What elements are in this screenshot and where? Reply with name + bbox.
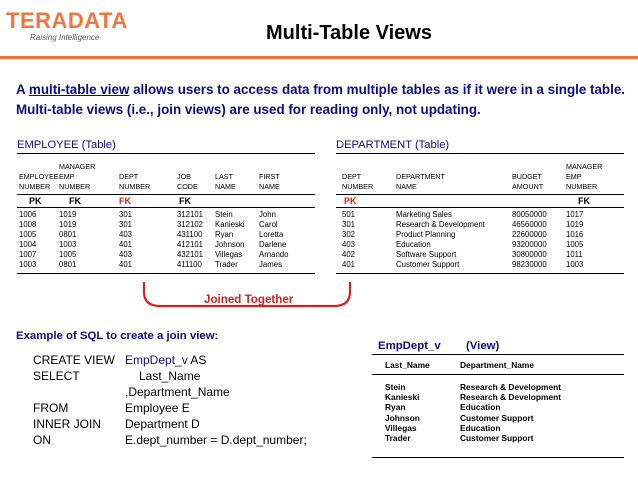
view-cell: Villegas bbox=[385, 422, 417, 433]
department-cell: 22600000 bbox=[512, 230, 547, 239]
employee-cell: 403 bbox=[119, 230, 133, 239]
department-cell: 80050000 bbox=[512, 210, 547, 219]
sql-text: Department D bbox=[125, 417, 200, 431]
sql-heading: Example of SQL to create a join view: bbox=[16, 330, 219, 342]
department-header: AMOUNT bbox=[512, 182, 544, 191]
employee-cell: John bbox=[259, 210, 276, 219]
view-name-ref: EmpDept_v bbox=[125, 353, 188, 367]
employee-cell: 1008 bbox=[19, 220, 37, 229]
employee-cell: 1007 bbox=[19, 250, 37, 259]
view-cell: Education bbox=[460, 402, 501, 413]
employee-header: JOB bbox=[177, 172, 191, 181]
department-cell: 30800000 bbox=[512, 250, 547, 259]
sql-value bbox=[125, 384, 230, 400]
employee-cell: 1019 bbox=[59, 210, 77, 219]
department-header: EMP bbox=[566, 172, 582, 181]
department-header: DEPARTMENT bbox=[396, 172, 445, 181]
department-header: NAME bbox=[396, 182, 417, 191]
sql-value bbox=[125, 432, 307, 448]
view-name: EmpDept_v bbox=[378, 340, 441, 352]
employee-table bbox=[17, 153, 315, 274]
employee-cell: 1005 bbox=[59, 250, 77, 259]
sql-text: Last_Name bbox=[139, 369, 201, 383]
employee-header: NAME bbox=[215, 182, 236, 191]
employee-cell: 401 bbox=[119, 260, 133, 269]
sql-text: ,Department_Name bbox=[125, 385, 230, 399]
department-cell: 401 bbox=[342, 260, 356, 269]
view-cell: Johnson bbox=[385, 412, 420, 423]
department-cell: 93200000 bbox=[512, 240, 547, 249]
view-header: Last_Name bbox=[385, 360, 430, 370]
view-result-table bbox=[372, 354, 624, 458]
employee-key-fk: FK bbox=[119, 196, 131, 206]
view-cell: Research & Development bbox=[460, 382, 562, 392]
employee-cell: Stein bbox=[215, 210, 233, 219]
view-cell: Trader bbox=[385, 433, 411, 443]
department-table-label: DEPARTMENT (Table) bbox=[336, 139, 450, 151]
multi-table-view-link[interactable]: multi-table view bbox=[28, 82, 130, 97]
sql-value bbox=[125, 368, 200, 384]
employee-key-fk: FK bbox=[179, 196, 191, 206]
employee-key-fk: FK bbox=[69, 196, 81, 206]
title-divider bbox=[0, 56, 638, 59]
employee-cell: Carol bbox=[259, 220, 278, 229]
employee-cell: Loretta bbox=[259, 230, 284, 239]
employee-cell: Arnando bbox=[259, 250, 289, 259]
view-cell: Education bbox=[460, 422, 501, 433]
employee-table-label: EMPLOYEE (Table) bbox=[17, 139, 116, 151]
employee-header: LAST bbox=[215, 172, 233, 181]
department-key-fk: FK bbox=[578, 196, 590, 206]
department-header: NUMBER bbox=[342, 182, 374, 191]
department-cell: Customer Support bbox=[396, 260, 460, 269]
logo-tagline: Raising Intelligence bbox=[30, 33, 100, 42]
employee-header: FIRST bbox=[259, 172, 280, 181]
department-cell: 402 bbox=[342, 250, 356, 259]
department-cell: 501 bbox=[342, 210, 356, 219]
department-cell: 1005 bbox=[566, 240, 584, 249]
employee-header: NUMBER bbox=[119, 182, 151, 191]
sql-value bbox=[125, 400, 190, 416]
department-cell: Marketing Sales bbox=[396, 210, 452, 219]
employee-cell: 431100 bbox=[177, 230, 203, 239]
view-cell: Customer Support bbox=[460, 433, 534, 443]
employee-header: EMPLOYEE bbox=[19, 172, 59, 181]
employee-cell: Trader bbox=[215, 260, 238, 269]
employee-header: NAME bbox=[259, 182, 280, 191]
employee-header: NUMBER bbox=[19, 182, 51, 191]
department-cell: 1003 bbox=[566, 260, 584, 269]
employee-header: CODE bbox=[177, 182, 198, 191]
sql-text: Employee E bbox=[125, 401, 190, 415]
view-cell: Research & Development bbox=[460, 392, 562, 403]
employee-key-pk: PK bbox=[29, 196, 42, 206]
employee-cell: 301 bbox=[119, 210, 133, 219]
employee-cell: James bbox=[259, 260, 282, 269]
sql-keyword: FROM bbox=[33, 401, 69, 415]
employee-cell: Villegas bbox=[215, 250, 243, 259]
teradata-logo: TERADATA bbox=[6, 8, 128, 33]
employee-cell: 411100 bbox=[177, 260, 202, 269]
view-cell: Stein bbox=[385, 382, 406, 392]
employee-cell: 1019 bbox=[59, 220, 77, 229]
department-cell: Software Support bbox=[396, 250, 457, 259]
intro-rest: allows users to access data from multiple tables as if it were in a single table. Multi-table views (i.e., join views) are used for reading only, not updating. bbox=[16, 82, 625, 117]
employee-cell: 412101 bbox=[177, 240, 204, 249]
employee-cell: Johnson bbox=[215, 240, 245, 249]
department-cell: 403 bbox=[342, 240, 356, 249]
department-cell: 1017 bbox=[566, 210, 584, 219]
sql-keyword: SELECT bbox=[33, 369, 80, 383]
employee-cell: 1005 bbox=[19, 230, 37, 239]
department-cell: Research & Development bbox=[396, 220, 485, 229]
employee-header: MANAGER bbox=[59, 162, 96, 171]
department-header: BUDGET bbox=[512, 172, 542, 181]
employee-cell: 0801 bbox=[59, 230, 77, 239]
sql-keyword: ON bbox=[33, 433, 51, 447]
department-cell: Education bbox=[396, 240, 431, 249]
employee-cell: 0801 bbox=[59, 260, 77, 269]
employee-header: NUMBER bbox=[59, 182, 91, 191]
department-cell: 98230000 bbox=[512, 260, 547, 269]
view-header: Department_Name bbox=[460, 360, 535, 370]
employee-cell: 1004 bbox=[19, 240, 37, 249]
employee-header: DEPT bbox=[119, 172, 139, 181]
employee-cell: Ryan bbox=[215, 230, 234, 239]
department-key-row bbox=[336, 194, 624, 208]
sql-tail: AS bbox=[187, 353, 207, 367]
sql-keyword: CREATE VIEW bbox=[33, 353, 115, 367]
employee-cell: 401 bbox=[119, 240, 133, 249]
sql-keyword: INNER JOIN bbox=[33, 417, 102, 431]
view-cell: Kanieski bbox=[385, 392, 420, 403]
employee-cell: 1003 bbox=[19, 260, 37, 269]
department-cell: 46560000 bbox=[512, 220, 547, 229]
department-cell: Product Planning bbox=[396, 230, 456, 239]
view-type-label: (View) bbox=[466, 340, 500, 352]
department-cell: 1019 bbox=[566, 220, 584, 229]
employee-cell: Kanieski bbox=[215, 220, 245, 229]
department-header: NUMBER bbox=[566, 182, 598, 191]
view-cell: Customer Support bbox=[460, 412, 534, 423]
employee-cell: 312101 bbox=[177, 210, 204, 219]
view-header-divider bbox=[372, 374, 624, 375]
department-cell: 302 bbox=[342, 230, 356, 239]
joined-together-label: Joined Together bbox=[204, 293, 294, 306]
employee-cell: 432101 bbox=[177, 250, 204, 259]
department-cell: 1016 bbox=[566, 230, 584, 239]
department-cell: 1011 bbox=[566, 250, 583, 259]
employee-cell: 1003 bbox=[59, 240, 77, 249]
employee-key-row bbox=[17, 194, 315, 208]
department-header: DEPT bbox=[342, 172, 362, 181]
employee-header: EMP bbox=[59, 172, 75, 181]
department-cell: 301 bbox=[342, 220, 356, 229]
intro-prefix: A bbox=[16, 82, 29, 97]
employee-cell: Darlene bbox=[259, 240, 287, 249]
department-table bbox=[336, 153, 624, 274]
page-title: Multi-Table Views bbox=[266, 22, 432, 44]
department-key-pk: PK bbox=[344, 196, 357, 206]
department-header: MANAGER bbox=[566, 162, 603, 171]
employee-cell: 1006 bbox=[19, 210, 37, 219]
employee-cell: 312102 bbox=[177, 220, 204, 229]
sql-text: E.dept_number = D.dept_number; bbox=[125, 433, 307, 447]
employee-cell: 403 bbox=[119, 250, 133, 259]
sql-value bbox=[125, 352, 206, 368]
view-cell: Ryan bbox=[385, 402, 406, 413]
sql-value bbox=[125, 416, 200, 432]
employee-cell: 301 bbox=[119, 220, 133, 229]
intro-paragraph bbox=[16, 80, 628, 120]
